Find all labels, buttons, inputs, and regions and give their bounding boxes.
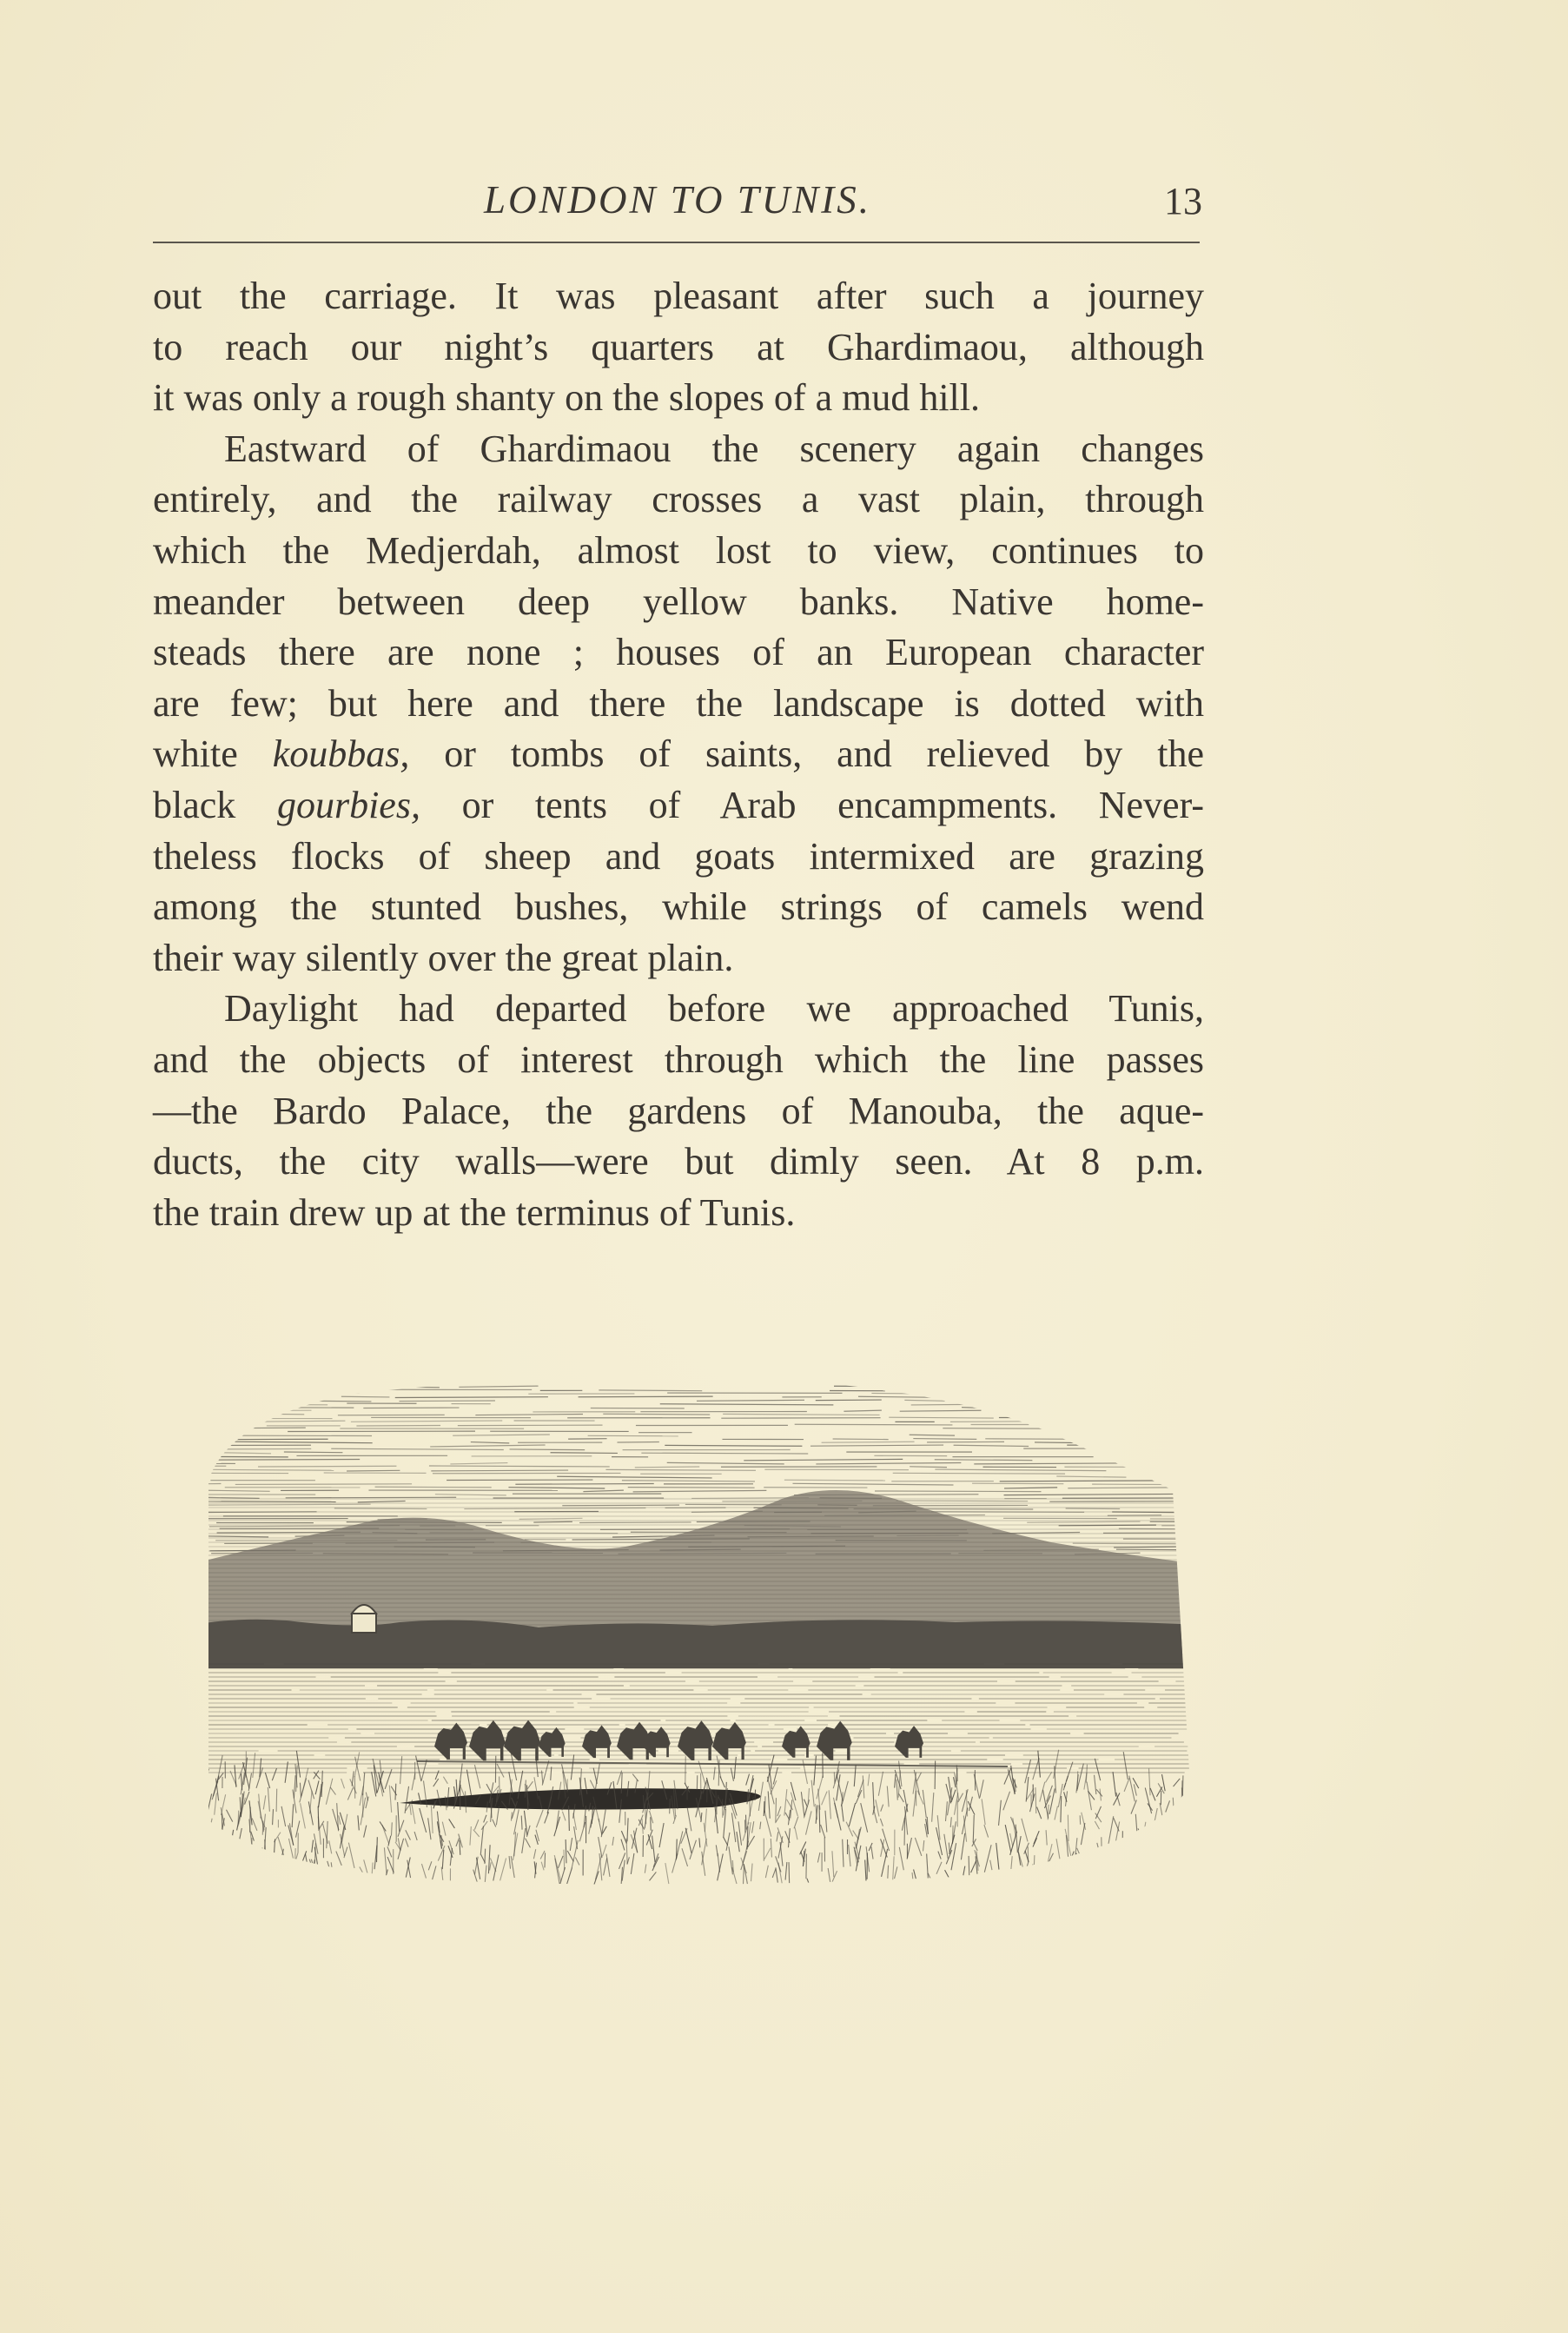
text-line: meander between deep yellow banks. Native home- (153, 580, 1204, 623)
text-line: which the Medjerdah, almost lost to view, continues to (153, 528, 1204, 572)
camel-figure (782, 1726, 810, 1757)
running-title: LONDON TO TUNIS. (483, 178, 872, 222)
text-line: it was only a rough shanty on the slopes of a mud hill. (153, 376, 980, 420)
text-line: among the stunted bushes, while strings of camels wend (153, 885, 1204, 929)
text-line: ducts, the city walls—were but dimly seen. At 8 p.m. (153, 1140, 1204, 1183)
camel-figure (504, 1720, 540, 1761)
foreground-grass (176, 1750, 1199, 1890)
camel-figure (582, 1726, 612, 1759)
page-header (153, 170, 1202, 231)
camel-figure (434, 1723, 467, 1760)
text-line: the train drew up at the terminus of Tunis. (153, 1190, 796, 1234)
text-line: are few; but here and there the landscape is dotted with (153, 681, 1204, 725)
text-line: and the objects of interest through which the line passes (153, 1037, 1204, 1081)
text-line (153, 729, 1204, 780)
text-segment: or tombs of saints, and relieved by the (409, 732, 1204, 776)
text-segment: black (153, 783, 277, 826)
body-text (153, 271, 1204, 1238)
text-line: Daylight had departed before we approached Tunis, (224, 987, 1204, 1031)
tree-line (174, 1620, 1199, 1668)
text-line: theless flocks of sheep and goats intermixed are grazing (153, 834, 1204, 878)
camel-figure (817, 1721, 852, 1760)
text-line: Eastward of Ghardimaou the scenery again changes (224, 427, 1204, 470)
text-line: out the carriage. It was pleasant after such a journey (153, 275, 1204, 317)
text-line: to reach our night’s quarters at Ghardimaou, although (153, 325, 1204, 368)
italic-term: gourbies, (276, 783, 420, 826)
text-segment: white (153, 732, 273, 776)
page-number: 13 (1164, 180, 1202, 222)
plain-hatching (175, 1664, 1199, 1773)
engraving-plain-with-camels (174, 1369, 1199, 1890)
white-koubba (352, 1614, 376, 1633)
text-line: steads there are none ; houses of an European character (153, 631, 1204, 674)
camel-figure (895, 1726, 923, 1758)
camel-figure (678, 1720, 713, 1760)
text-segment: or tents of Arab encampments. Never- (420, 783, 1204, 826)
italic-term: koubbas, (272, 732, 410, 776)
header-rule (153, 242, 1200, 243)
text-line: entirely, and the railway crosses a vast plain, through (153, 478, 1204, 521)
camel-figure (469, 1720, 506, 1760)
text-line: —the Bardo Palace, the gardens of Manouba, the aque- (153, 1089, 1204, 1132)
camel-figure (712, 1722, 746, 1760)
camel-figure (539, 1727, 566, 1757)
text-line: their way silently over the great plain. (153, 936, 734, 979)
text-line (153, 780, 1204, 832)
